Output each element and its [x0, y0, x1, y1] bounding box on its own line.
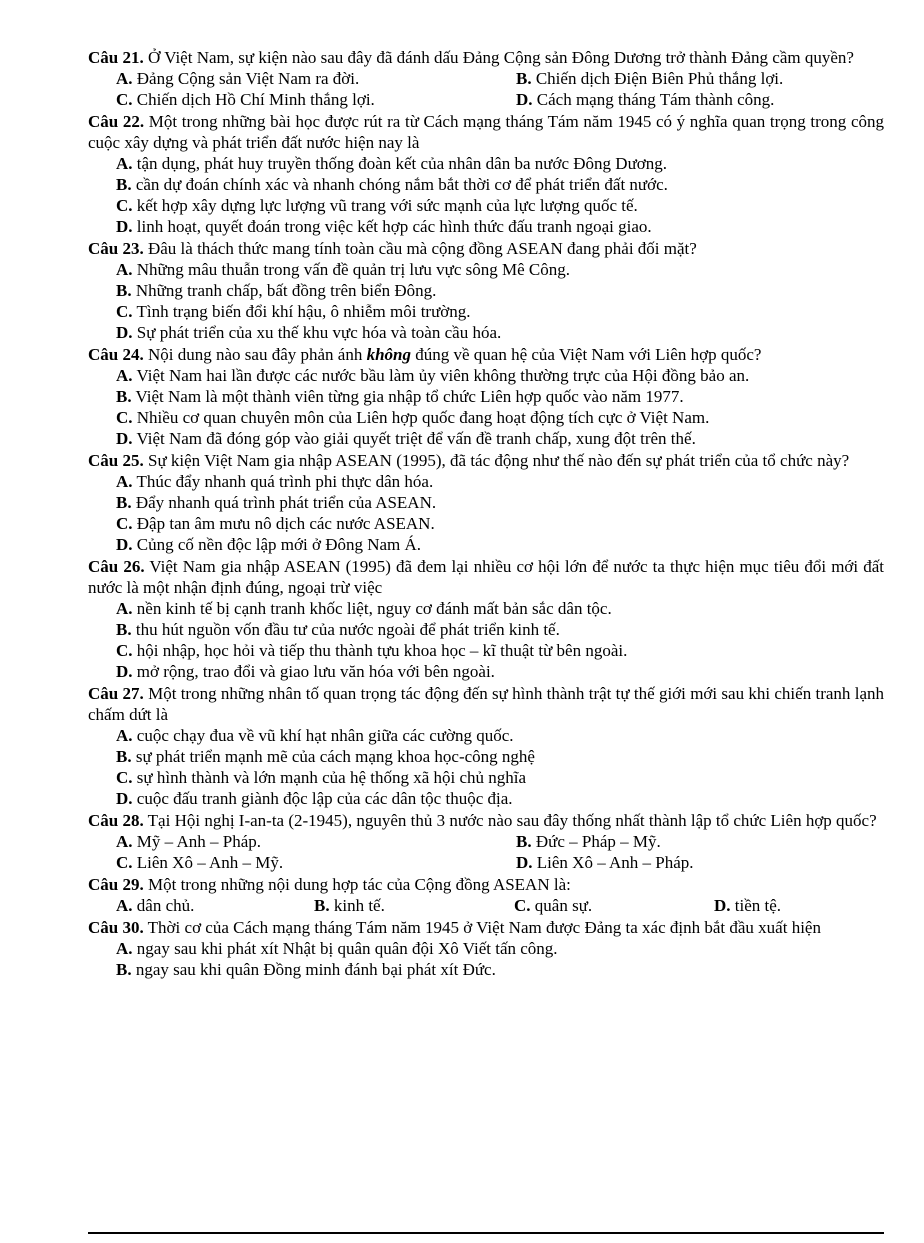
- question-stem: [88, 344, 884, 365]
- option-letter: A.: [116, 154, 133, 173]
- option-text: Liên Xô – Anh – Mỹ.: [132, 853, 284, 872]
- option-letter: C.: [116, 853, 133, 872]
- option-text: kinh tế.: [329, 896, 385, 915]
- answer-options: [88, 471, 884, 555]
- option-letter: A.: [116, 939, 133, 958]
- question-21: [88, 47, 884, 110]
- option-c: [116, 852, 516, 873]
- option-d: [516, 89, 884, 110]
- option-b: [116, 959, 884, 980]
- option-text: Tình trạng biến đổi khí hậu, ô nhiễm môi trường.: [132, 302, 471, 321]
- option-a: [116, 68, 516, 89]
- negation-emphasis: không: [366, 345, 411, 364]
- question-stem: [88, 238, 884, 259]
- option-text: Những tranh chấp, bất đồng trên biển Đông.: [131, 281, 437, 300]
- option-a: [116, 471, 884, 492]
- option-letter: C.: [116, 408, 133, 427]
- option-text: ngay sau khi quân Đồng minh đánh bại phát xít Đức.: [131, 960, 496, 979]
- question-number: Câu 21.: [88, 48, 144, 67]
- option-letter: A.: [116, 896, 133, 915]
- option-letter: B.: [116, 620, 132, 639]
- option-d: [116, 661, 884, 682]
- option-text: Mỹ – Anh – Pháp.: [132, 832, 261, 851]
- option-text: quân sự.: [530, 896, 593, 915]
- option-text: Cách mạng tháng Tám thành công.: [532, 90, 775, 109]
- question-text: Một trong những nhân tố quan trọng tác động đến sự hình thành trật tự thế giới mới sau khi chiến tranh lạnh chấm dứt là: [88, 684, 884, 724]
- option-b: [116, 174, 884, 195]
- question-text-after: đúng về quan hệ của Việt Nam với Liên hợp quốc?: [411, 345, 762, 364]
- exam-page: [88, 47, 884, 980]
- option-b: [516, 68, 884, 89]
- option-text: tận dụng, phát huy truyền thống đoàn kết của nhân dân ba nước Đông Dương.: [132, 154, 668, 173]
- option-d: [116, 216, 884, 237]
- option-text: Củng cố nền độc lập mới ở Đông Nam Á.: [132, 535, 422, 554]
- option-b: [116, 386, 884, 407]
- option-text: Đảng Cộng sản Việt Nam ra đời.: [132, 69, 360, 88]
- option-letter: D.: [516, 90, 533, 109]
- option-letter: B.: [116, 960, 132, 979]
- option-d: [116, 534, 884, 555]
- option-b: [314, 895, 514, 916]
- question-text: Một trong những bài học được rút ra từ Cách mạng tháng Tám năm 1945 có ý nghĩa quan trọng trong công cuộc xây dựng và phát triển đất nước hiện nay là: [88, 112, 884, 152]
- option-letter: B.: [116, 747, 132, 766]
- option-b: [116, 280, 884, 301]
- question-text: Đâu là thách thức mang tính toàn cầu mà cộng đồng ASEAN đang phải đối mặt?: [143, 239, 697, 258]
- option-text: cuộc đấu tranh giành độc lập của các dân tộc thuộc địa.: [132, 789, 513, 808]
- option-letter: A.: [116, 726, 133, 745]
- option-c: [116, 301, 884, 322]
- option-b: [116, 492, 884, 513]
- option-b: [116, 746, 884, 767]
- option-letter: C.: [116, 302, 133, 321]
- question-text: Sự kiện Việt Nam gia nhập ASEAN (1995), đã tác động như thế nào đến sự phát triển của tổ chức này?: [143, 451, 850, 470]
- option-letter: B.: [116, 175, 132, 194]
- option-letter: D.: [116, 789, 133, 808]
- option-letter: D.: [116, 535, 133, 554]
- footer-divider: [88, 1232, 884, 1234]
- question-number: Câu 27.: [88, 684, 144, 703]
- question-stem: [88, 917, 884, 938]
- question-29: [88, 874, 884, 916]
- question-text: Việt Nam gia nhập ASEAN (1995) đã đem lại nhiều cơ hội lớn để nước ta thực hiện mục tiêu đổi mới đất nước là một nhận định đúng, ngoại trừ việc: [88, 557, 885, 597]
- option-letter: B.: [116, 387, 132, 406]
- option-letter: A.: [116, 599, 133, 618]
- answer-options: [88, 895, 884, 916]
- option-text: Những mâu thuẫn trong vấn đề quản trị lưu vực sông Mê Công.: [132, 260, 570, 279]
- option-b: [516, 831, 884, 852]
- option-a: [116, 153, 884, 174]
- answer-options: [88, 365, 884, 449]
- option-c: [116, 407, 884, 428]
- option-letter: C.: [116, 768, 133, 787]
- option-a: [116, 725, 884, 746]
- option-text: linh hoạt, quyết đoán trong việc kết hợp các hình thức đấu tranh ngoại giao.: [132, 217, 652, 236]
- question-stem: [88, 47, 884, 68]
- question-stem: [88, 874, 884, 895]
- option-letter: C.: [514, 896, 531, 915]
- option-text: thu hút nguồn vốn đầu tư của nước ngoài để phát triển kinh tế.: [131, 620, 560, 639]
- option-letter: B.: [314, 896, 330, 915]
- option-d: [516, 852, 884, 873]
- question-24: [88, 344, 884, 449]
- question-number: Câu 29.: [88, 875, 144, 894]
- question-27: [88, 683, 884, 809]
- option-text: nền kinh tế bị cạnh tranh khốc liệt, nguy cơ đánh mất bản sắc dân tộc.: [132, 599, 612, 618]
- question-30: [88, 917, 884, 980]
- question-22: [88, 111, 884, 237]
- question-text: Thời cơ của Cách mạng tháng Tám năm 1945 ở Việt Nam được Đảng ta xác định bắt đầu xuất hiện: [143, 918, 821, 937]
- option-c: [116, 195, 884, 216]
- option-letter: A.: [116, 260, 133, 279]
- option-a: [116, 938, 884, 959]
- option-c: [116, 89, 516, 110]
- option-d: [116, 322, 884, 343]
- answer-options: [88, 153, 884, 237]
- option-a: [116, 259, 884, 280]
- option-text: Chiến dịch Điện Biên Phủ thắng lợi.: [531, 69, 784, 88]
- question-23: [88, 238, 884, 343]
- question-text: Tại Hội nghị I-an-ta (2-1945), nguyên thủ 3 nước nào sau đây thống nhất thành lập tổ chức Liên hợp quốc?: [143, 811, 877, 830]
- answer-options: [88, 598, 884, 682]
- option-letter: D.: [116, 662, 133, 681]
- question-number: Câu 26.: [88, 557, 145, 576]
- option-c: [514, 895, 714, 916]
- option-text: Đức – Pháp – Mỹ.: [531, 832, 661, 851]
- option-text: cuộc chạy đua về vũ khí hạt nhân giữa các cường quốc.: [132, 726, 514, 745]
- option-letter: A.: [116, 832, 133, 851]
- option-letter: D.: [116, 217, 133, 236]
- question-number: Câu 23.: [88, 239, 144, 258]
- option-letter: B.: [116, 281, 132, 300]
- option-text: Việt Nam đã đóng góp vào giải quyết triệt để vấn đề tranh chấp, xung đột trên thế.: [132, 429, 696, 448]
- question-stem: [88, 450, 884, 471]
- option-text: Thúc đẩy nhanh quá trình phi thực dân hóa.: [132, 472, 434, 491]
- option-letter: B.: [516, 69, 532, 88]
- option-text: cần dự đoán chính xác và nhanh chóng nắm bắt thời cơ để phát triển đất nước.: [131, 175, 668, 194]
- answer-options: [88, 831, 884, 873]
- option-a: [116, 598, 884, 619]
- option-text: Liên Xô – Anh – Pháp.: [532, 853, 694, 872]
- question-stem: [88, 810, 884, 831]
- answer-options: [88, 938, 884, 980]
- question-text: Ở Việt Nam, sự kiện nào sau đây đã đánh dấu Đảng Cộng sản Đông Dương trở thành Đảng cầm quyền?: [143, 48, 854, 67]
- question-text: Một trong những nội dung hợp tác của Cộng đồng ASEAN là:: [143, 875, 571, 894]
- option-d: [116, 428, 884, 449]
- option-text: mở rộng, trao đổi và giao lưu văn hóa với bên ngoài.: [132, 662, 495, 681]
- question-28: [88, 810, 884, 873]
- option-letter: C.: [116, 196, 133, 215]
- answer-options: [88, 259, 884, 343]
- option-b: [116, 619, 884, 640]
- option-d: [714, 895, 884, 916]
- answer-options: [88, 68, 884, 110]
- option-letter: D.: [714, 896, 731, 915]
- option-letter: A.: [116, 69, 133, 88]
- question-25: [88, 450, 884, 555]
- option-letter: C.: [116, 514, 133, 533]
- option-letter: C.: [116, 90, 133, 109]
- option-text: Việt Nam là một thành viên từng gia nhập tổ chức Liên hợp quốc vào năm 1977.: [131, 387, 684, 406]
- option-a: [116, 895, 314, 916]
- option-c: [116, 767, 884, 788]
- question-stem: [88, 556, 884, 598]
- option-d: [116, 788, 884, 809]
- option-letter: B.: [516, 832, 532, 851]
- option-text: Việt Nam hai lần được các nước bầu làm ủy viên không thường trực của Hội đồng bảo an.: [132, 366, 750, 385]
- question-stem: [88, 683, 884, 725]
- option-text: Đẩy nhanh quá trình phát triển của ASEAN.: [131, 493, 437, 512]
- question-number: Câu 24.: [88, 345, 144, 364]
- question-number: Câu 28.: [88, 811, 144, 830]
- option-text: sự phát triển mạnh mẽ của cách mạng khoa học-công nghệ: [131, 747, 535, 766]
- option-text: kết hợp xây dựng lực lượng vũ trang với sức mạnh của lực lượng quốc tế.: [132, 196, 638, 215]
- option-letter: D.: [116, 429, 133, 448]
- option-c: [116, 513, 884, 534]
- option-letter: D.: [516, 853, 533, 872]
- option-text: sự hình thành và lớn mạnh của hệ thống xã hội chủ nghĩa: [132, 768, 527, 787]
- question-number: Câu 30.: [88, 918, 144, 937]
- option-letter: A.: [116, 472, 133, 491]
- question-text-before: Nội dung nào sau đây phản ánh: [143, 345, 367, 364]
- question-number: Câu 25.: [88, 451, 144, 470]
- question-26: [88, 556, 884, 682]
- option-text: hội nhập, học hỏi và tiếp thu thành tựu khoa học – kĩ thuật từ bên ngoài.: [132, 641, 628, 660]
- option-c: [116, 640, 884, 661]
- option-letter: B.: [116, 493, 132, 512]
- option-letter: D.: [116, 323, 133, 342]
- option-text: Sự phát triển của xu thế khu vực hóa và toàn cầu hóa.: [132, 323, 502, 342]
- option-text: tiền tệ.: [730, 896, 782, 915]
- option-a: [116, 365, 884, 386]
- option-letter: A.: [116, 366, 133, 385]
- answer-options: [88, 725, 884, 809]
- question-number: Câu 22.: [88, 112, 145, 131]
- option-text: Đập tan âm mưu nô dịch các nước ASEAN.: [132, 514, 435, 533]
- question-stem: [88, 111, 884, 153]
- option-a: [116, 831, 516, 852]
- option-text: ngay sau khi phát xít Nhật bị quân quân đội Xô Viết tấn công.: [132, 939, 558, 958]
- option-text: dân chủ.: [132, 896, 195, 915]
- option-letter: C.: [116, 641, 133, 660]
- option-text: Chiến dịch Hồ Chí Minh thắng lợi.: [132, 90, 375, 109]
- option-text: Nhiều cơ quan chuyên môn của Liên hợp quốc đang hoạt động tích cực ở Việt Nam.: [132, 408, 710, 427]
